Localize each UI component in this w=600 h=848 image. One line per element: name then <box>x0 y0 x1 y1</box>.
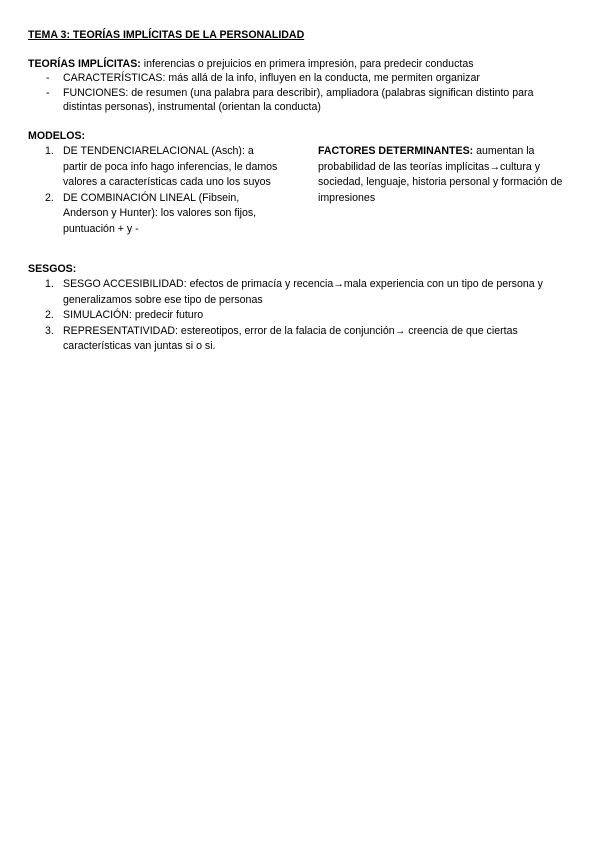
list-item <box>28 144 278 191</box>
list-item <box>28 324 578 355</box>
list-item-text: SIMULACIÓN: predecir futuro <box>63 309 204 321</box>
modelos-heading: MODELOS: <box>28 130 86 142</box>
sesgos-section <box>28 262 578 355</box>
dash-bullet: - <box>46 86 50 99</box>
sesgos-heading: SESGOS: <box>28 263 77 275</box>
list-item <box>28 86 573 115</box>
factores-heading: FACTORES DETERMINANTES: <box>318 145 474 157</box>
list-item-text: SESGO ACCESIBILIDAD: efectos de primacía y recencia→mala experiencia con un tipo de persona y generalizamos sobre ese tipo de personas <box>63 278 543 306</box>
dash-bullet: - <box>46 72 50 84</box>
list-item <box>28 71 573 86</box>
item-number: 1. <box>45 278 54 290</box>
list-item-text: FUNCIONES: de resumen (una palabra para describir), ampliadora (palabras significan distinto para distintas personas), instrumental (orientan la conducta) <box>63 86 534 113</box>
sesgos-list <box>28 277 578 355</box>
factores-text: aumentan la probabilidad de las teorías implícitas→cultura y sociedad, lenguaje, historia personal y formación de impresiones <box>318 145 563 204</box>
item-number: 1. <box>45 145 54 157</box>
factores-section <box>318 144 568 206</box>
modelos-list <box>28 144 278 237</box>
item-number: 3. <box>45 324 54 337</box>
teorias-text: inferencias o prejuicios en primera impresión, para predecir conductas <box>140 58 474 70</box>
modelos-section <box>28 129 278 237</box>
teorias-list <box>28 71 573 115</box>
teorias-intro <box>28 57 573 71</box>
list-item <box>28 191 278 238</box>
document-title: TEMA 3: TEORÍAS IMPLÍCITAS DE LA PERSONALIDAD <box>28 29 305 41</box>
teorias-section <box>28 57 573 115</box>
item-number: 2. <box>45 191 54 204</box>
list-item <box>28 277 578 308</box>
list-item-text: DE COMBINACIÓN LINEAL (Fibsein, Anderson y Hunter): los valores son fijos, puntuación + y - <box>63 191 257 235</box>
teorias-heading: TEORÍAS IMPLÍCITAS: <box>28 58 141 70</box>
list-item-text: DE TENDENCIARELACIONAL (Asch): a partir de poca info hago inferencias, le damos valores a características cada uno los suyos <box>63 145 278 188</box>
list-item-text: REPRESENTATIVIDAD: estereotipos, error de la falacia de conjunción→ creencia de que ciertas características van juntas si o si. <box>63 324 518 352</box>
item-number: 2. <box>45 309 54 321</box>
list-item-text: CARACTERÍSTICAS: más allá de la info, influyen en la conducta, me permiten organizar <box>63 72 480 84</box>
list-item <box>28 308 578 324</box>
